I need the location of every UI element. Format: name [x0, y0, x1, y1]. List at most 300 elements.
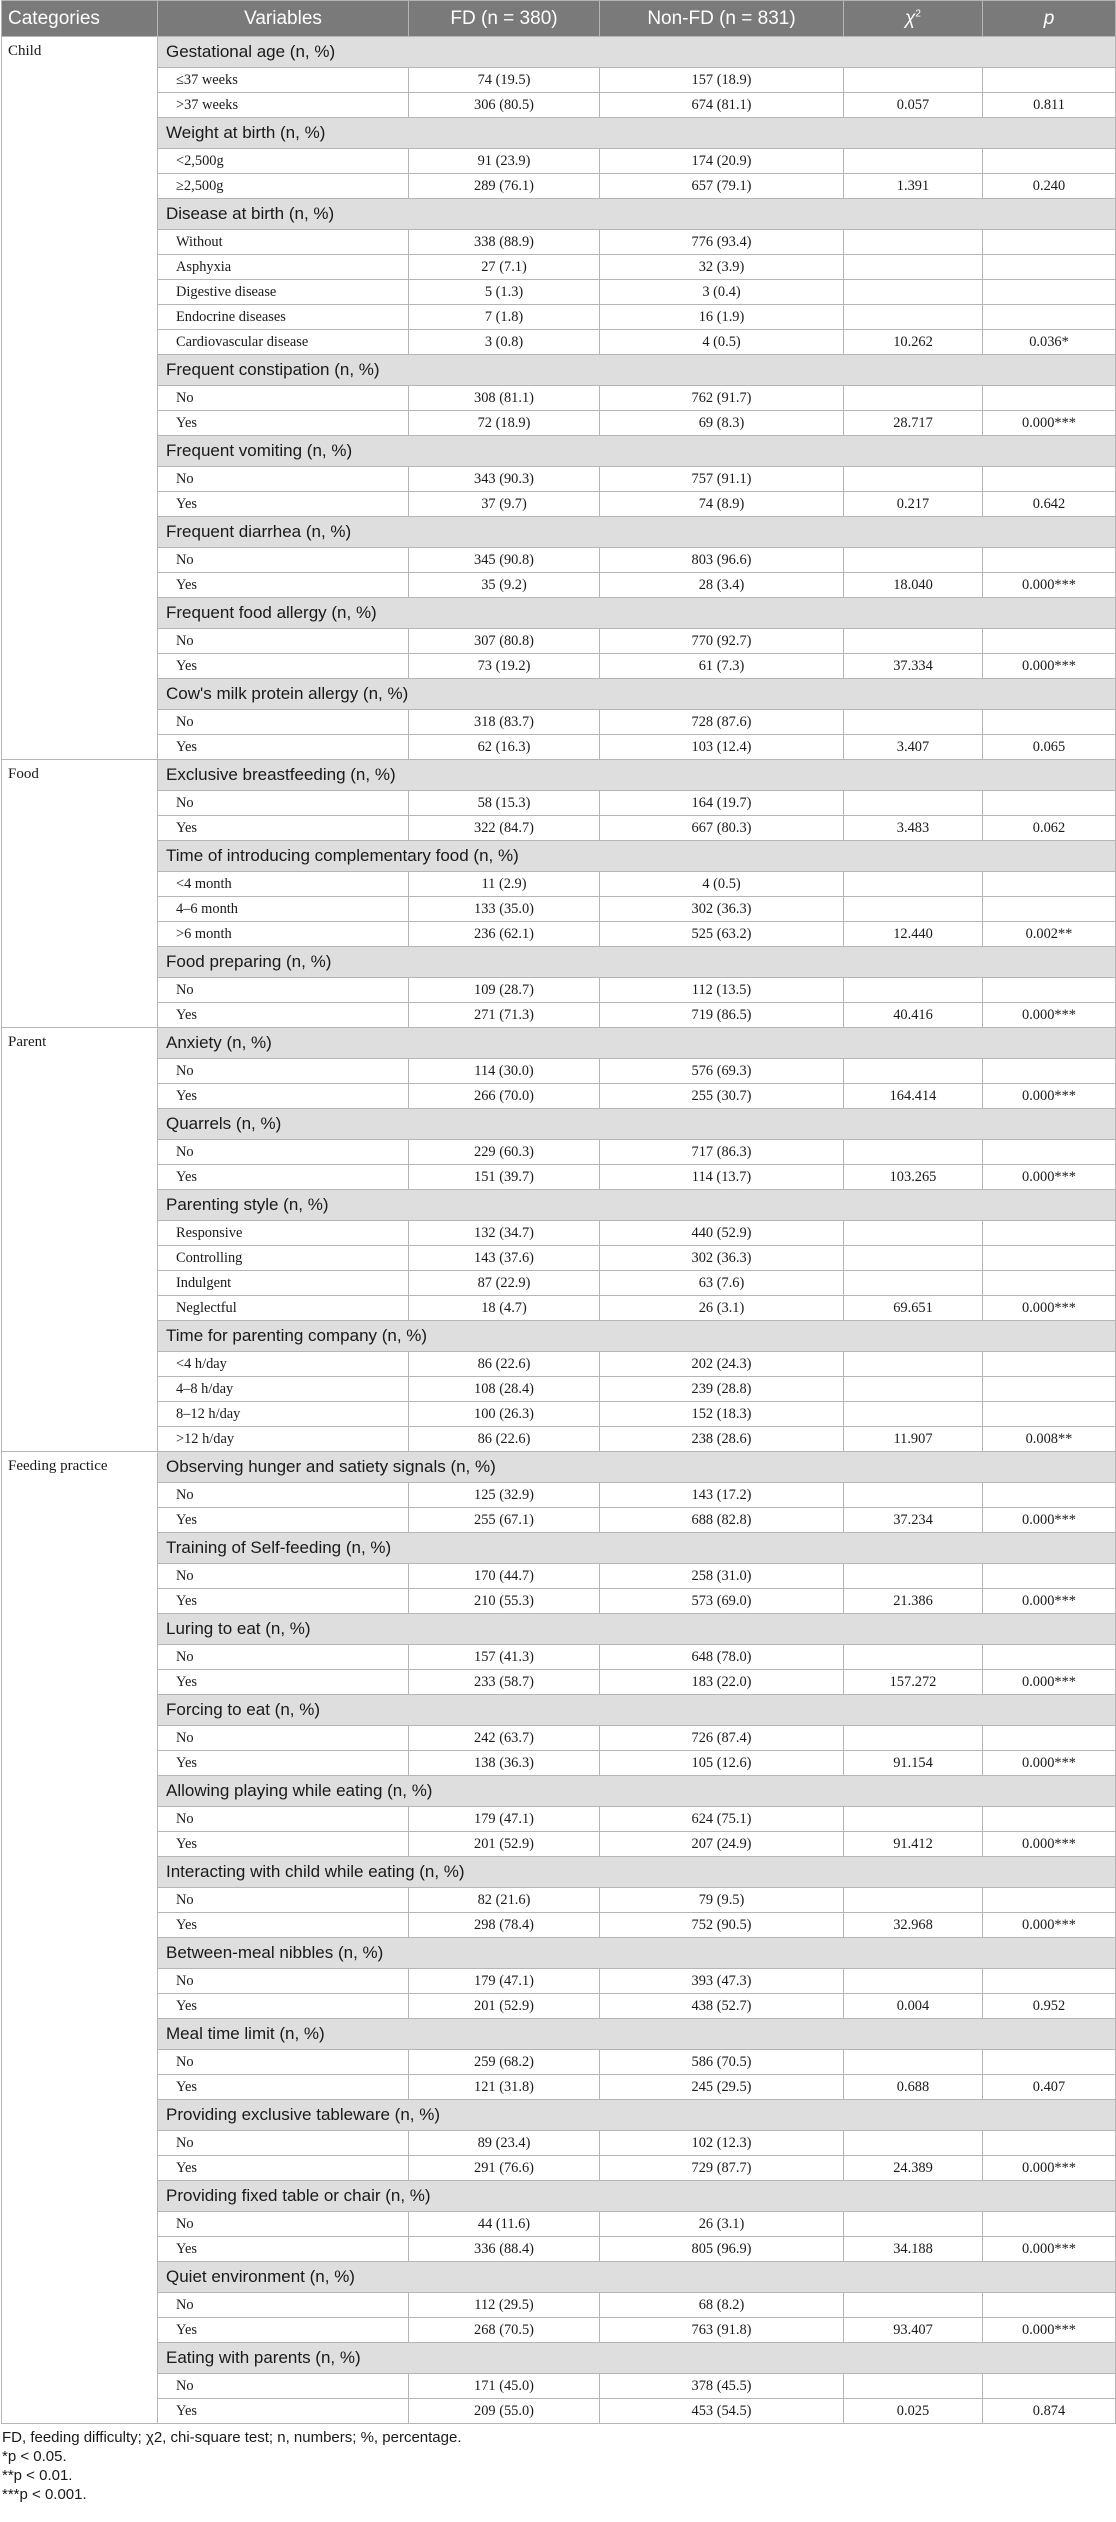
row-label: No: [158, 1059, 409, 1084]
group-title: Frequent vomiting (n, %): [158, 436, 1116, 467]
nonfd-value: 16 (1.9): [600, 305, 844, 330]
row-label: No: [158, 2212, 409, 2237]
fd-value: 74 (19.5): [409, 68, 600, 93]
group-title: Eating with parents (n, %): [158, 2343, 1116, 2374]
p-value: 0.642: [983, 492, 1116, 517]
table-row: [2, 1003, 1116, 1028]
footnote-main: FD, feeding difficulty; χ2, chi-square test; n, numbers; %, percentage.: [2, 2429, 462, 2446]
row-label: Yes: [158, 1913, 409, 1938]
group-title: Training of Self-feeding (n, %): [158, 1533, 1116, 1564]
fd-value: 132 (34.7): [409, 1221, 600, 1246]
table-row: [2, 2212, 1116, 2237]
p-value: [983, 1888, 1116, 1913]
group-header-row: [2, 1695, 1116, 1726]
chi-square-value: 10.262: [844, 330, 983, 355]
p-value: 0.000***: [983, 1508, 1116, 1533]
nonfd-value: 69 (8.3): [600, 411, 844, 436]
row-label: Yes: [158, 1832, 409, 1857]
row-label: No: [158, 1564, 409, 1589]
nonfd-value: 114 (13.7): [600, 1165, 844, 1190]
group-title: Cow's milk protein allergy (n, %): [158, 679, 1116, 710]
chi-square-value: [844, 2212, 983, 2237]
chi-square-value: [844, 230, 983, 255]
footnote-p01: **p < 0.01.: [2, 2467, 73, 2484]
nonfd-value: 239 (28.8): [600, 1377, 844, 1402]
p-value: [983, 280, 1116, 305]
fd-value: 114 (30.0): [409, 1059, 600, 1084]
footnote-p001: ***p < 0.001.: [2, 2486, 87, 2503]
p-value: 0.000***: [983, 573, 1116, 598]
p-value: [983, 1352, 1116, 1377]
fd-value: 89 (23.4): [409, 2131, 600, 2156]
p-value: [983, 1140, 1116, 1165]
group-header-row: [2, 2343, 1116, 2374]
nonfd-value: 143 (17.2): [600, 1483, 844, 1508]
category-cell: Food: [2, 760, 158, 1028]
row-label: No: [158, 1726, 409, 1751]
nonfd-value: 302 (36.3): [600, 1246, 844, 1271]
nonfd-value: 79 (9.5): [600, 1888, 844, 1913]
row-label: Yes: [158, 1589, 409, 1614]
nonfd-value: 674 (81.1): [600, 93, 844, 118]
p-value: 0.008**: [983, 1427, 1116, 1452]
chi-square-value: [844, 978, 983, 1003]
group-header-row: [2, 1938, 1116, 1969]
group-title: Providing fixed table or chair (n, %): [158, 2181, 1116, 2212]
nonfd-value: 4 (0.5): [600, 330, 844, 355]
group-header-row: [2, 37, 1116, 68]
nonfd-value: 719 (86.5): [600, 1003, 844, 1028]
p-value: [983, 1246, 1116, 1271]
p-value: [983, 1221, 1116, 1246]
fd-value: 27 (7.1): [409, 255, 600, 280]
chi-square-value: [844, 305, 983, 330]
group-title: Time for parenting company (n, %): [158, 1321, 1116, 1352]
chi-square-value: [844, 1221, 983, 1246]
table-row: [2, 386, 1116, 411]
p-value: [983, 1059, 1116, 1084]
fd-value: 201 (52.9): [409, 1832, 600, 1857]
header-chi-symbol: χ: [905, 7, 916, 29]
fd-value: 100 (26.3): [409, 1402, 600, 1427]
p-value: 0.000***: [983, 654, 1116, 679]
group-title: Interacting with child while eating (n, %): [158, 1857, 1116, 1888]
group-title: Exclusive breastfeeding (n, %): [158, 760, 1116, 791]
fd-value: 86 (22.6): [409, 1352, 600, 1377]
fd-value: 306 (80.5): [409, 93, 600, 118]
row-label: Cardiovascular disease: [158, 330, 409, 355]
row-label: 4–6 month: [158, 897, 409, 922]
header-chi-square: [844, 1, 983, 37]
nonfd-value: 255 (30.7): [600, 1084, 844, 1109]
chi-square-value: 1.391: [844, 174, 983, 199]
group-header-row: [2, 1028, 1116, 1059]
chi-square-value: 12.440: [844, 922, 983, 947]
nonfd-value: 26 (3.1): [600, 2212, 844, 2237]
chi-square-value: 18.040: [844, 573, 983, 598]
group-header-row: [2, 841, 1116, 872]
chi-square-value: [844, 1377, 983, 1402]
nonfd-value: 157 (18.9): [600, 68, 844, 93]
group-title: Quarrels (n, %): [158, 1109, 1116, 1140]
row-label: >12 h/day: [158, 1427, 409, 1452]
p-value: 0.000***: [983, 2156, 1116, 2181]
group-header-row: [2, 2019, 1116, 2050]
table-row: [2, 174, 1116, 199]
table-row: [2, 548, 1116, 573]
row-label: Neglectful: [158, 1296, 409, 1321]
row-label: No: [158, 1807, 409, 1832]
fd-value: 7 (1.8): [409, 305, 600, 330]
table-row: [2, 735, 1116, 760]
table-row: [2, 2075, 1116, 2100]
table-row: [2, 2374, 1116, 2399]
fd-value: 242 (63.7): [409, 1726, 600, 1751]
nonfd-value: 63 (7.6): [600, 1271, 844, 1296]
nonfd-value: 729 (87.7): [600, 2156, 844, 2181]
chi-square-value: 37.234: [844, 1508, 983, 1533]
table-body: [2, 37, 1116, 2424]
row-label: Yes: [158, 735, 409, 760]
nonfd-value: 586 (70.5): [600, 2050, 844, 2075]
group-title: Food preparing (n, %): [158, 947, 1116, 978]
row-label: No: [158, 1645, 409, 1670]
fd-value: 179 (47.1): [409, 1807, 600, 1832]
group-header-row: [2, 947, 1116, 978]
fd-value: 179 (47.1): [409, 1969, 600, 1994]
table-row: [2, 2318, 1116, 2343]
row-label: >6 month: [158, 922, 409, 947]
table-row: [2, 1645, 1116, 1670]
fd-value: 345 (90.8): [409, 548, 600, 573]
nonfd-value: 61 (7.3): [600, 654, 844, 679]
fd-value: 338 (88.9): [409, 230, 600, 255]
data-table: [1, 0, 1116, 2424]
row-label: No: [158, 2131, 409, 2156]
nonfd-value: 245 (29.5): [600, 2075, 844, 2100]
table-row: [2, 978, 1116, 1003]
chi-square-value: 37.334: [844, 654, 983, 679]
table-row: [2, 2131, 1116, 2156]
fd-value: 35 (9.2): [409, 573, 600, 598]
row-label: Yes: [158, 1670, 409, 1695]
row-label: Yes: [158, 2075, 409, 2100]
nonfd-value: 803 (96.6): [600, 548, 844, 573]
nonfd-value: 648 (78.0): [600, 1645, 844, 1670]
p-value: [983, 1807, 1116, 1832]
nonfd-value: 576 (69.3): [600, 1059, 844, 1084]
nonfd-value: 624 (75.1): [600, 1807, 844, 1832]
row-label: No: [158, 548, 409, 573]
p-value: [983, 2374, 1116, 2399]
fd-value: 271 (71.3): [409, 1003, 600, 1028]
group-header-row: [2, 1190, 1116, 1221]
nonfd-value: 657 (79.1): [600, 174, 844, 199]
row-label: No: [158, 978, 409, 1003]
chi-square-value: [844, 629, 983, 654]
row-label: No: [158, 2050, 409, 2075]
p-value: [983, 255, 1116, 280]
chi-square-value: 3.483: [844, 816, 983, 841]
chi-square-value: [844, 2293, 983, 2318]
header-categories: Categories: [2, 1, 158, 37]
chi-square-value: [844, 386, 983, 411]
header-chi-superscript: 2: [915, 8, 921, 20]
p-value: 0.000***: [983, 1913, 1116, 1938]
chi-square-value: 0.688: [844, 2075, 983, 2100]
p-value: 0.874: [983, 2399, 1116, 2424]
table-row: [2, 710, 1116, 735]
group-title: Time of introducing complementary food (n, %): [158, 841, 1116, 872]
p-value: [983, 386, 1116, 411]
fd-value: 322 (84.7): [409, 816, 600, 841]
table-row: [2, 492, 1116, 517]
fd-value: 157 (41.3): [409, 1645, 600, 1670]
table-row: [2, 68, 1116, 93]
table-row: [2, 1296, 1116, 1321]
chi-square-value: 91.154: [844, 1751, 983, 1776]
table-row: [2, 629, 1116, 654]
chi-square-value: [844, 1246, 983, 1271]
fd-value: 44 (11.6): [409, 2212, 600, 2237]
fd-value: 11 (2.9): [409, 872, 600, 897]
nonfd-value: 105 (12.6): [600, 1751, 844, 1776]
group-header-row: [2, 1776, 1116, 1807]
nonfd-value: 302 (36.3): [600, 897, 844, 922]
chi-square-value: [844, 1483, 983, 1508]
group-header-row: [2, 436, 1116, 467]
group-title: Providing exclusive tableware (n, %): [158, 2100, 1116, 2131]
p-value: [983, 305, 1116, 330]
chi-square-value: 0.217: [844, 492, 983, 517]
category-cell: Parent: [2, 1028, 158, 1452]
row-label: No: [158, 710, 409, 735]
chi-square-value: [844, 1726, 983, 1751]
table-row: [2, 255, 1116, 280]
fd-value: 138 (36.3): [409, 1751, 600, 1776]
fd-value: 336 (88.4): [409, 2237, 600, 2262]
table-row: [2, 1589, 1116, 1614]
chi-square-value: 0.004: [844, 1994, 983, 2019]
group-title: Gestational age (n, %): [158, 37, 1116, 68]
p-value: [983, 149, 1116, 174]
group-title: Frequent food allergy (n, %): [158, 598, 1116, 629]
row-label: No: [158, 2374, 409, 2399]
row-label: Yes: [158, 1751, 409, 1776]
row-label: Controlling: [158, 1246, 409, 1271]
p-value: [983, 1969, 1116, 1994]
table-row: [2, 1246, 1116, 1271]
chi-square-value: [844, 872, 983, 897]
chi-square-value: [844, 548, 983, 573]
p-value: 0.000***: [983, 1589, 1116, 1614]
table-row: [2, 230, 1116, 255]
row-label: Yes: [158, 1165, 409, 1190]
fd-value: 125 (32.9): [409, 1483, 600, 1508]
p-value: [983, 2050, 1116, 2075]
chi-square-value: [844, 2374, 983, 2399]
table-row: [2, 2293, 1116, 2318]
nonfd-value: 112 (13.5): [600, 978, 844, 1003]
p-value: [983, 1377, 1116, 1402]
group-title: Frequent constipation (n, %): [158, 355, 1116, 386]
table-row: [2, 330, 1116, 355]
table-row: [2, 2237, 1116, 2262]
chi-square-value: [844, 791, 983, 816]
nonfd-value: 393 (47.3): [600, 1969, 844, 1994]
nonfd-value: 174 (20.9): [600, 149, 844, 174]
p-value: 0.952: [983, 1994, 1116, 2019]
table-row: [2, 411, 1116, 436]
header-variables: Variables: [158, 1, 409, 37]
group-header-row: [2, 2262, 1116, 2293]
table-row: [2, 1427, 1116, 1452]
chi-square-value: [844, 1140, 983, 1165]
table-row: [2, 1726, 1116, 1751]
row-label: Responsive: [158, 1221, 409, 1246]
chi-square-value: 40.416: [844, 1003, 983, 1028]
chi-square-value: 91.412: [844, 1832, 983, 1857]
p-value: 0.000***: [983, 2237, 1116, 2262]
p-value: [983, 872, 1116, 897]
group-title: Parenting style (n, %): [158, 1190, 1116, 1221]
chi-square-value: [844, 1645, 983, 1670]
row-label: 8–12 h/day: [158, 1402, 409, 1427]
fd-value: 62 (16.3): [409, 735, 600, 760]
row-label: ≤37 weeks: [158, 68, 409, 93]
p-value: 0.000***: [983, 411, 1116, 436]
group-header-row: [2, 679, 1116, 710]
fd-value: 5 (1.3): [409, 280, 600, 305]
nonfd-value: 688 (82.8): [600, 1508, 844, 1533]
p-value: 0.000***: [983, 1751, 1116, 1776]
table-row: [2, 1402, 1116, 1427]
chi-square-value: [844, 280, 983, 305]
nonfd-value: 202 (24.3): [600, 1352, 844, 1377]
chi-square-value: 34.188: [844, 2237, 983, 2262]
group-title: Quiet environment (n, %): [158, 2262, 1116, 2293]
row-label: Yes: [158, 1084, 409, 1109]
table-row: [2, 2399, 1116, 2424]
footnotes: [0, 2424, 1116, 2504]
chi-square-value: 164.414: [844, 1084, 983, 1109]
table-row: [2, 816, 1116, 841]
row-label: Yes: [158, 2318, 409, 2343]
table-row: [2, 573, 1116, 598]
chi-square-value: 3.407: [844, 735, 983, 760]
group-header-row: [2, 1533, 1116, 1564]
row-label: ≥2,500g: [158, 174, 409, 199]
table-row: [2, 1751, 1116, 1776]
chi-square-value: 69.651: [844, 1296, 983, 1321]
chi-square-value: [844, 1564, 983, 1589]
fd-value: 73 (19.2): [409, 654, 600, 679]
chi-square-value: 21.386: [844, 1589, 983, 1614]
table-row: [2, 1352, 1116, 1377]
row-label: Yes: [158, 492, 409, 517]
p-value: [983, 548, 1116, 573]
group-title: Allowing playing while eating (n, %): [158, 1776, 1116, 1807]
p-value: [983, 2131, 1116, 2156]
group-header-row: [2, 355, 1116, 386]
row-label: No: [158, 1888, 409, 1913]
table-row: [2, 872, 1116, 897]
category-cell: Feeding practice: [2, 1452, 158, 2424]
p-value: 0.000***: [983, 2318, 1116, 2343]
fd-value: 109 (28.7): [409, 978, 600, 1003]
table-row: [2, 1084, 1116, 1109]
chi-square-value: 103.265: [844, 1165, 983, 1190]
table-row: [2, 280, 1116, 305]
table-row: [2, 1059, 1116, 1084]
p-value: [983, 629, 1116, 654]
group-header-row: [2, 1857, 1116, 1888]
chi-square-value: 0.057: [844, 93, 983, 118]
row-label: No: [158, 467, 409, 492]
nonfd-value: 207 (24.9): [600, 1832, 844, 1857]
fd-value: 58 (15.3): [409, 791, 600, 816]
p-value: [983, 230, 1116, 255]
chi-square-value: 28.717: [844, 411, 983, 436]
row-label: No: [158, 1140, 409, 1165]
p-value: 0.062: [983, 816, 1116, 841]
nonfd-value: 32 (3.9): [600, 255, 844, 280]
table-row: [2, 791, 1116, 816]
row-label: Yes: [158, 2237, 409, 2262]
table-row: [2, 1832, 1116, 1857]
chi-square-value: [844, 149, 983, 174]
group-title: Disease at birth (n, %): [158, 199, 1116, 230]
p-value: 0.000***: [983, 1296, 1116, 1321]
row-label: No: [158, 791, 409, 816]
table-row: [2, 467, 1116, 492]
table-row: [2, 922, 1116, 947]
chi-square-value: [844, 2050, 983, 2075]
row-label: <4 month: [158, 872, 409, 897]
nonfd-value: 164 (19.7): [600, 791, 844, 816]
nonfd-value: 763 (91.8): [600, 2318, 844, 2343]
chi-square-value: [844, 68, 983, 93]
row-label: No: [158, 629, 409, 654]
row-label: Yes: [158, 1994, 409, 2019]
fd-value: 266 (70.0): [409, 1084, 600, 1109]
chi-square-value: 157.272: [844, 1670, 983, 1695]
chi-square-value: [844, 1271, 983, 1296]
table-row: [2, 1221, 1116, 1246]
nonfd-value: 258 (31.0): [600, 1564, 844, 1589]
nonfd-value: 103 (12.4): [600, 735, 844, 760]
fd-value: 236 (62.1): [409, 922, 600, 947]
p-value: 0.811: [983, 93, 1116, 118]
fd-value: 18 (4.7): [409, 1296, 600, 1321]
nonfd-value: 717 (86.3): [600, 1140, 844, 1165]
fd-value: 151 (39.7): [409, 1165, 600, 1190]
nonfd-value: 525 (63.2): [600, 922, 844, 947]
nonfd-value: 28 (3.4): [600, 573, 844, 598]
chi-square-value: [844, 1402, 983, 1427]
p-value: 0.240: [983, 174, 1116, 199]
fd-value: 233 (58.7): [409, 1670, 600, 1695]
row-label: 4–8 h/day: [158, 1377, 409, 1402]
group-title: Between-meal nibbles (n, %): [158, 1938, 1116, 1969]
row-label: Yes: [158, 1508, 409, 1533]
fd-value: 259 (68.2): [409, 2050, 600, 2075]
nonfd-value: 667 (80.3): [600, 816, 844, 841]
row-label: <2,500g: [158, 149, 409, 174]
group-header-row: [2, 517, 1116, 548]
table-row: [2, 1165, 1116, 1190]
group-title: Observing hunger and satiety signals (n, %): [158, 1452, 1116, 1483]
